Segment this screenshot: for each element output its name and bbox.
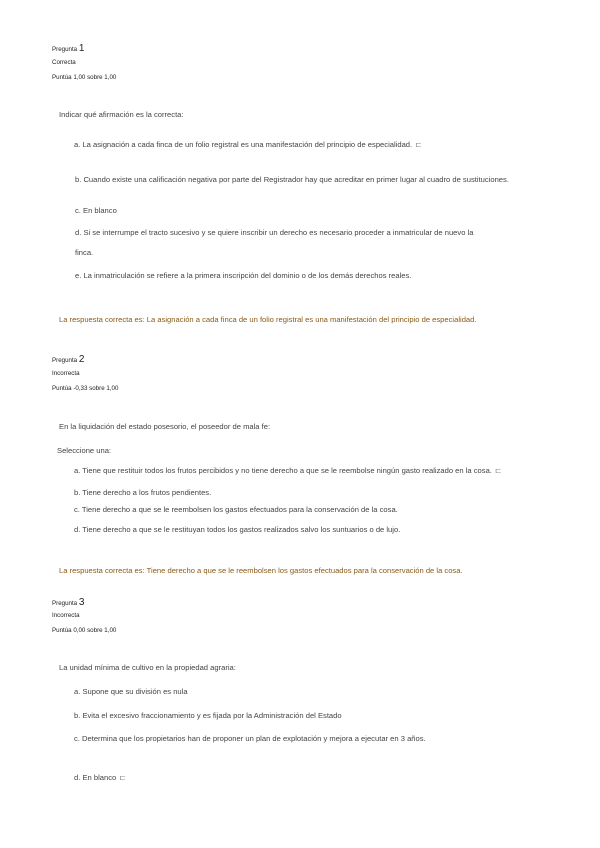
flag-icon[interactable]: ⊏: [494, 466, 502, 475]
question-1-option-b[interactable]: b. Cuando existe una calificación negativa por parte del Registrador hay que acreditar en primer lugar al cuadro de sustituciones.: [75, 175, 509, 184]
question-number: 3: [78, 597, 85, 608]
question-label-text: Pregunta: [52, 357, 78, 364]
question-number: 2: [78, 354, 85, 365]
question-number: 1: [78, 43, 85, 54]
question-1-correct-answer: La respuesta correcta es: La asignación a cada finca de un folio registral es una manifestación del principio de especialidad.: [59, 315, 477, 324]
question-1-option-c[interactable]: c. En blanco: [75, 206, 117, 215]
question-1-prompt: Indicar qué afirmación es la correcta:: [59, 110, 184, 119]
question-3-option-b[interactable]: b. Evita el excesivo fraccionamiento y es fijada por la Administración del Estado: [74, 711, 342, 720]
question-1-option-a[interactable]: [74, 140, 422, 149]
question-1-option-d[interactable]: d. Si se interrumpe el tracto sucesivo y se quiere inscribir un derecho es necesario proceder a inmatricular de nuevo la: [75, 228, 474, 237]
question-2-option-b[interactable]: b. Tiene derecho a los frutos pendientes.: [74, 488, 212, 497]
option-text: d. En blanco: [74, 773, 117, 782]
question-3-option-c[interactable]: c. Determina que los propietarios han de proponer un plan de explotación y mejora a ejecutar en 3 años.: [74, 734, 426, 743]
question-label-text: Pregunta: [52, 600, 78, 607]
question-3-status: Incorrecta: [52, 612, 80, 619]
question-2-option-d[interactable]: d. Tiene derecho a que se le restituyan todos los gastos realizados salvo los suntuarios o de lujo.: [74, 525, 401, 534]
question-2-select-label: Seleccione una:: [57, 446, 112, 455]
question-1-score: Puntúa 1,00 sobre 1,00: [52, 74, 117, 81]
question-2-correct-answer: La respuesta correcta es: Tiene derecho a que se le reembolsen los gastos efectuados para la conservación de la cosa.: [59, 566, 463, 575]
option-text: a. Tiene que restituir todos los frutos percibidos y no tiene derecho a que se le reembolse ningún gasto realizado en la cosa.: [74, 466, 492, 475]
question-1-label: [52, 43, 84, 54]
question-3-option-a[interactable]: a. Supone que su división es nula: [74, 687, 188, 696]
flag-icon[interactable]: ⊏: [119, 773, 126, 782]
question-3-score: Puntúa 0,00 sobre 1,00: [52, 627, 117, 634]
question-1-option-e[interactable]: e. La inmatriculación se refiere a la primera inscripción del dominio o de los demás derechos reales.: [75, 271, 412, 280]
question-label-text: Pregunta: [52, 46, 78, 53]
question-3-label: [52, 597, 84, 608]
flag-icon[interactable]: ⊏: [415, 140, 422, 149]
question-3-option-d[interactable]: [74, 773, 126, 782]
question-1-option-d-cont[interactable]: finca.: [75, 248, 94, 257]
question-2-option-a[interactable]: [74, 466, 502, 475]
question-2-prompt: En la liquidación del estado posesorio, el poseedor de mala fe:: [59, 422, 271, 431]
option-text: a. La asignación a cada finca de un folio registral es una manifestación del principio de especialidad.: [74, 140, 413, 149]
question-2-score: Puntúa -0,33 sobre 1,00: [52, 385, 119, 392]
question-2-status: Incorrecta: [52, 370, 80, 377]
question-3-prompt: La unidad mínima de cultivo en la propiedad agraria:: [59, 663, 236, 672]
question-2-label: [52, 354, 84, 365]
question-2-option-c[interactable]: c. Tiene derecho a que se le reembolsen los gastos efectuados para la conservación de la cosa.: [74, 505, 398, 514]
question-1-status: Correcta: [52, 59, 76, 66]
